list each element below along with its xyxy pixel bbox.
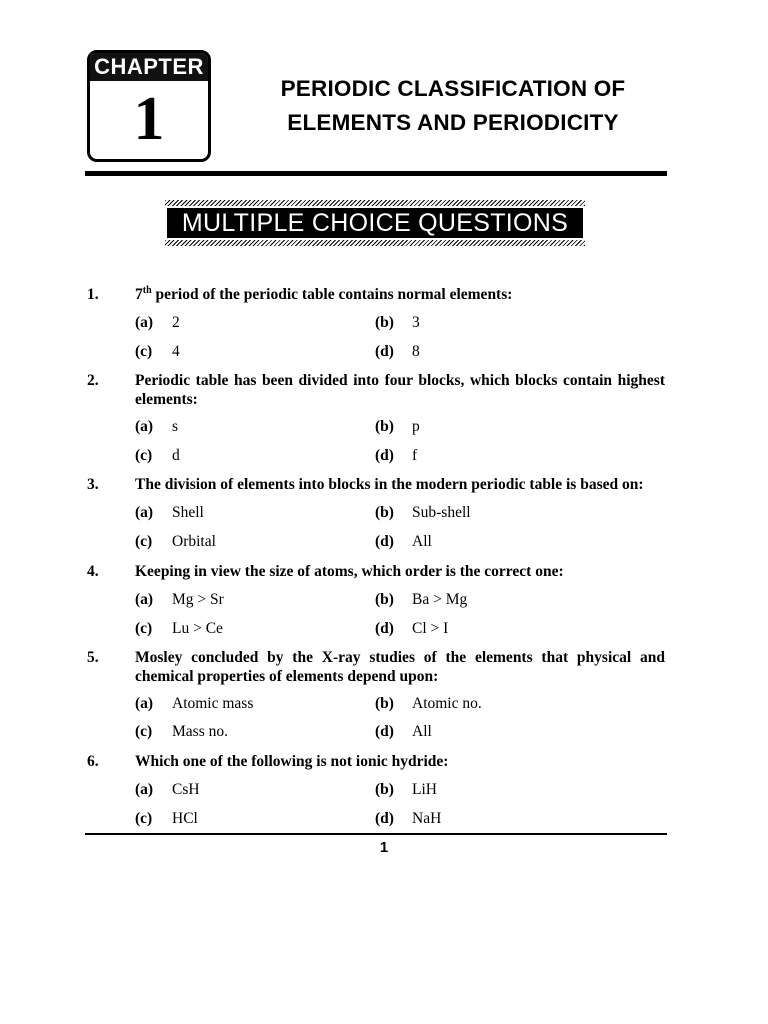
option-text: 3 [412,314,420,331]
chapter-title-line-1: PERIODIC CLASSIFICATION OF [280,76,626,101]
footer-divider [85,833,667,835]
option-label: (a) [135,781,154,798]
question-number: 3. [87,476,99,493]
question-text: Keeping in view the size of atoms, which order is the correct one: [135,563,564,580]
option-text: Shell [172,504,204,521]
option-text: CsH [172,781,200,798]
option-text: All [412,723,432,740]
question-text: Periodic table has been divided into four blocks, which blocks contain highest elements: [135,372,665,408]
option-text: All [412,533,432,550]
option-c [135,809,198,828]
option-text: Mg > Sr [172,591,224,608]
option-b [375,590,467,609]
option-label: (c) [135,723,153,740]
option-b [375,503,471,522]
option-d [375,809,441,828]
option-b [375,417,420,436]
option-c [135,619,223,638]
option-d [375,619,448,638]
option-text: s [172,418,179,435]
option-a [135,694,253,713]
option-label: (d) [375,447,394,464]
option-text: Atomic mass [172,695,254,712]
option-label: (d) [375,533,394,550]
header-divider [85,171,667,176]
option-a [135,590,224,609]
option-text: 2 [172,314,180,331]
option-d [375,722,432,741]
option-label: (c) [135,343,153,360]
option-b [375,694,482,713]
question-number: 5. [87,649,99,666]
chapter-badge [87,50,211,160]
question-text: Which one of the following is not ionic hydride: [135,753,449,770]
option-label: (b) [375,504,394,521]
option-c [135,532,216,551]
option-label: (b) [375,591,394,608]
option-a [135,503,204,522]
chapter-label: CHAPTER [90,53,208,81]
option-label: (b) [375,418,394,435]
option-a [135,780,200,799]
option-text: 4 [172,343,180,360]
option-label: (c) [135,620,153,637]
option-text: p [412,418,420,435]
option-label: (c) [135,533,153,550]
option-label: (d) [375,810,394,827]
option-text: Lu > Ce [172,620,223,637]
chapter-title [238,72,668,140]
option-text: Ba > Mg [412,591,468,608]
question-number: 6. [87,753,99,770]
banner-decoration-top [165,200,585,206]
option-b [375,313,420,332]
option-label: (d) [375,343,394,360]
option-text: 8 [412,343,420,360]
option-c [135,722,228,741]
option-label: (a) [135,418,154,435]
option-text: d [172,447,180,464]
question-text [135,285,665,304]
option-text: Mass no. [172,723,228,740]
section-heading: MULTIPLE CHOICE QUESTIONS [167,208,583,238]
page-number: 1 [379,839,389,856]
option-label: (a) [135,695,154,712]
option-label: (b) [375,781,394,798]
option-label: (d) [375,620,394,637]
question-number: 2. [87,372,99,389]
option-d [375,342,420,361]
option-text: Sub-shell [412,504,471,521]
option-label: (c) [135,810,153,827]
option-label: (d) [375,723,394,740]
superscript: th [142,284,152,296]
question-text: The division of elements into blocks in the modern periodic table is based on: [135,476,644,493]
option-text: Orbital [172,533,216,550]
question-text-part: 7 [135,286,143,303]
option-c [135,446,180,465]
question-text: Mosley concluded by the X-ray studies of the elements that physical and chemical properties of elements depend upon: [135,649,665,685]
option-label: (a) [135,504,154,521]
option-a [135,417,178,436]
option-label: (a) [135,314,154,331]
option-text: LiH [412,781,437,798]
option-text: NaH [412,810,442,827]
option-label: (a) [135,591,154,608]
chapter-number: 1 [133,85,165,153]
option-text: f [412,447,418,464]
option-label: (b) [375,314,394,331]
option-label: (b) [375,695,394,712]
option-b [375,780,437,799]
option-text: Atomic no. [412,695,482,712]
option-text: Cl > I [412,620,449,637]
option-c [135,342,180,361]
chapter-title-line-2: ELEMENTS AND PERIODICITY [287,110,619,135]
question-number: 1. [87,286,99,303]
question-text-part: period of the periodic table contains normal elements: [151,286,513,303]
option-a [135,313,180,332]
question-number: 4. [87,563,99,580]
banner-decoration-bottom [165,240,585,246]
option-d [375,532,432,551]
option-text: HCl [172,810,198,827]
option-label: (c) [135,447,153,464]
option-d [375,446,417,465]
